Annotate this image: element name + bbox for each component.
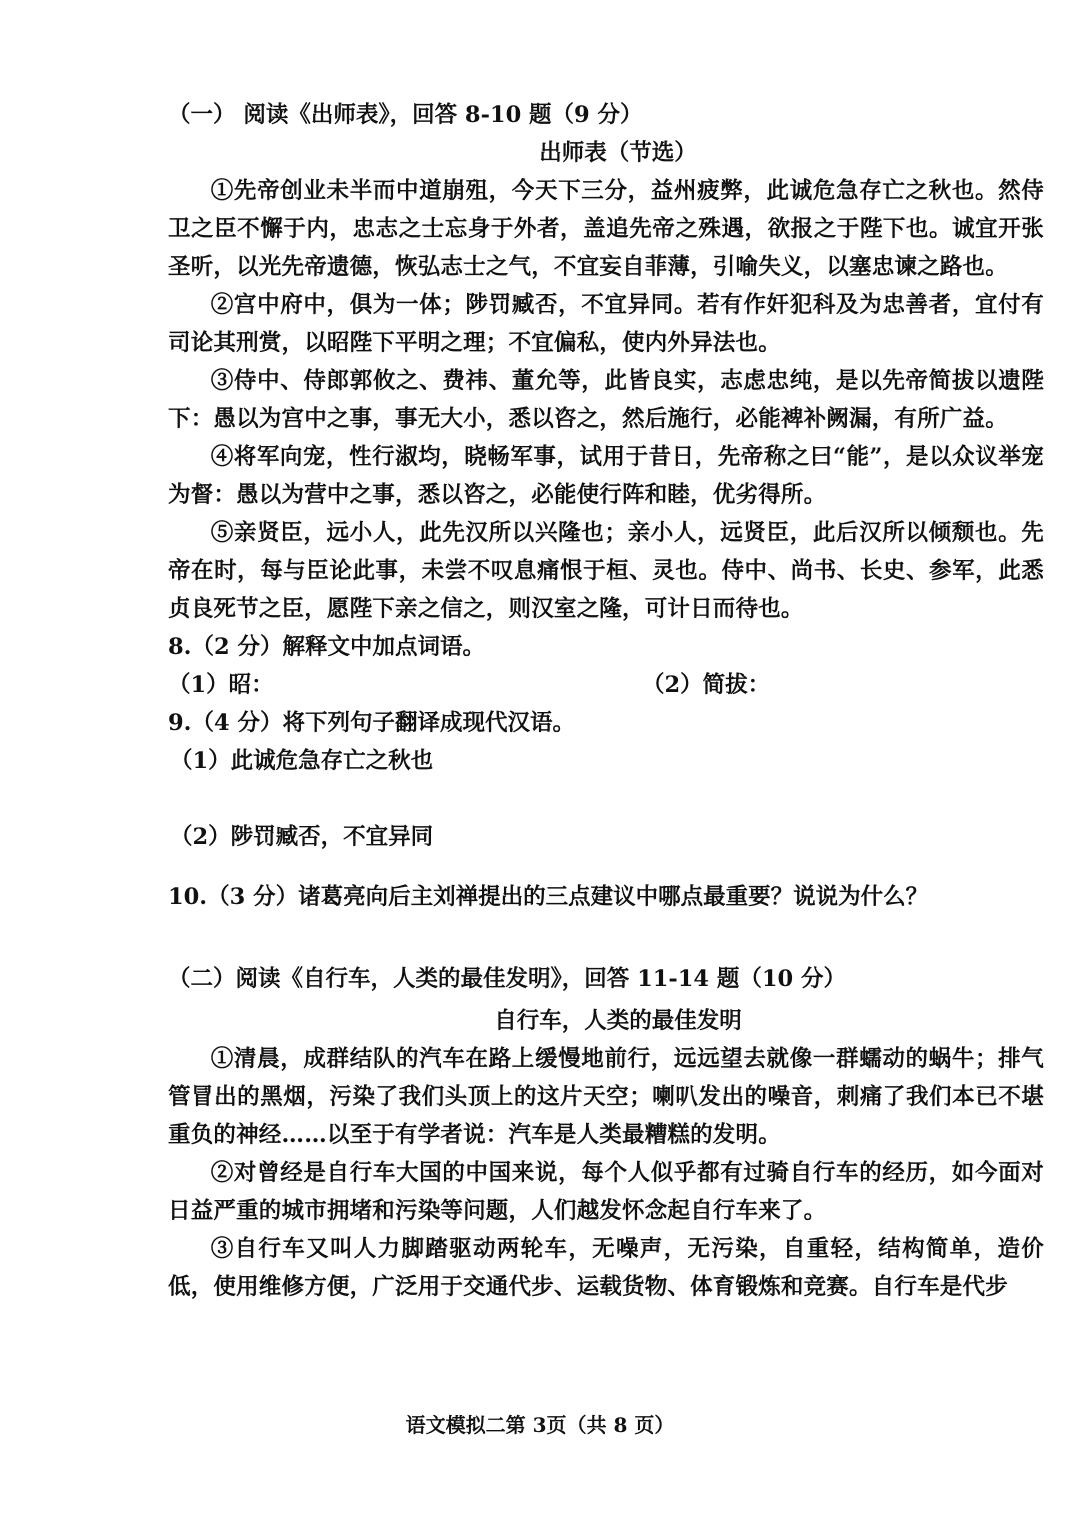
- section1-heading: （一） 阅读《出师表》，回答 8-10 题（9 分）: [168, 102, 643, 128]
- answer-space: [168, 780, 1044, 818]
- question-10-stem: 10.（3 分）诸葛亮向后主刘禅提出的三点建议中哪点最重要？说说为什么？: [168, 884, 929, 910]
- question-9-item-2: （2）陟罚臧否，不宜异同: [170, 824, 434, 850]
- section1-paragraph-5: ⑤亲贤臣，远小人，此先汉所以兴隆也；亲小人，远贤臣，此后汉所以倾颓也。先帝在时，每与臣论此事，未尝不叹息痛恨于桓、灵也。侍中、尚书、长史、参军，此悉贞良死节之臣，愿陛下亲之信之，则汉室之隆，可计日而待也。: [168, 520, 1044, 622]
- answer-space: [168, 916, 1044, 960]
- answer-space: [168, 856, 1044, 878]
- section2-paragraph-3: ③自行车又叫人力脚踏驱动两轮车，无噪声，无污染，自重轻，结构简单，造价低，使用维修方便，广泛用于交通代步、运载货物、体育锻炼和竞赛。自行车是代步: [168, 1236, 1044, 1300]
- question-8-items: [168, 666, 1044, 704]
- question-8-stem: 8.（2 分）解释文中加点词语。: [168, 634, 485, 660]
- question-8-item-1: （1）昭：: [168, 672, 274, 698]
- section1-paragraph-3: ③侍中、侍郎郭攸之、费祎、董允等，此皆良实，志虑忠纯，是以先帝简拔以遗陛下：愚以为宫中之事，事无大小，悉以咨之，然后施行，必能裨补阙漏，有所广益。: [168, 368, 1044, 432]
- question-9-item-1: （1）此诚危急存亡之秋也: [170, 748, 434, 774]
- section2-title: 自行车，人类的最佳发明: [494, 1008, 742, 1034]
- question-9-stem: 9.（4 分）将下列句子翻译成现代汉语。: [168, 710, 575, 736]
- section2-heading: （二）阅读《自行车，人类的最佳发明》，回答 11-14 题（10 分）: [168, 966, 847, 992]
- section1-paragraph-4: ④将军向宠，性行淑均，晓畅军事，试用于昔日，先帝称之曰“能”，是以众议举宠为督：愚以为营中之事，悉以咨之，必能使行阵和睦，优劣得所。: [168, 444, 1044, 508]
- page-footer: 语文模拟二第 3页（共 8 页）: [405, 1413, 675, 1437]
- question-8-item-2: （2）简拔：: [642, 672, 771, 698]
- section1-paragraph-2: ②宫中府中，俱为一体；陟罚臧否，不宜异同。若有作奸犯科及为忠善者，宜付有司论其刑赏，以昭陛下平明之理；不宜偏私，使内外异法也。: [168, 292, 1044, 356]
- section2-paragraph-1: ①清晨，成群结队的汽车在路上缓慢地前行，远远望去就像一群蠕动的蜗牛；排气管冒出的黑烟，污染了我们头顶上的这片天空；喇叭发出的噪音，刺痛了我们本已不堪重负的神经……以至于有学者说：汽车是人类最糟糕的发明。: [168, 1046, 1044, 1148]
- section2-paragraph-2: ②对曾经是自行车大国的中国来说，每个人似乎都有过骑自行车的经历，如今面对日益严重的城市拥堵和污染等问题，人们越发怀念起自行车来了。: [168, 1160, 1044, 1224]
- section1-title: 出师表（节选）: [539, 140, 697, 166]
- exam-page: [168, 96, 1044, 1306]
- section1-paragraph-1: ①先帝创业未半而中道崩殂，今天下三分，益州疲弊，此诚危急存亡之秋也。然侍卫之臣不懈于内，忠志之士忘身于外者，盖追先帝之殊遇，欲报之于陛下也。诚宜开张圣听，以光先帝遗德，恢弘志士之气，不宜妄自菲薄，引喻失义，以塞忠谏之路也。: [168, 178, 1044, 280]
